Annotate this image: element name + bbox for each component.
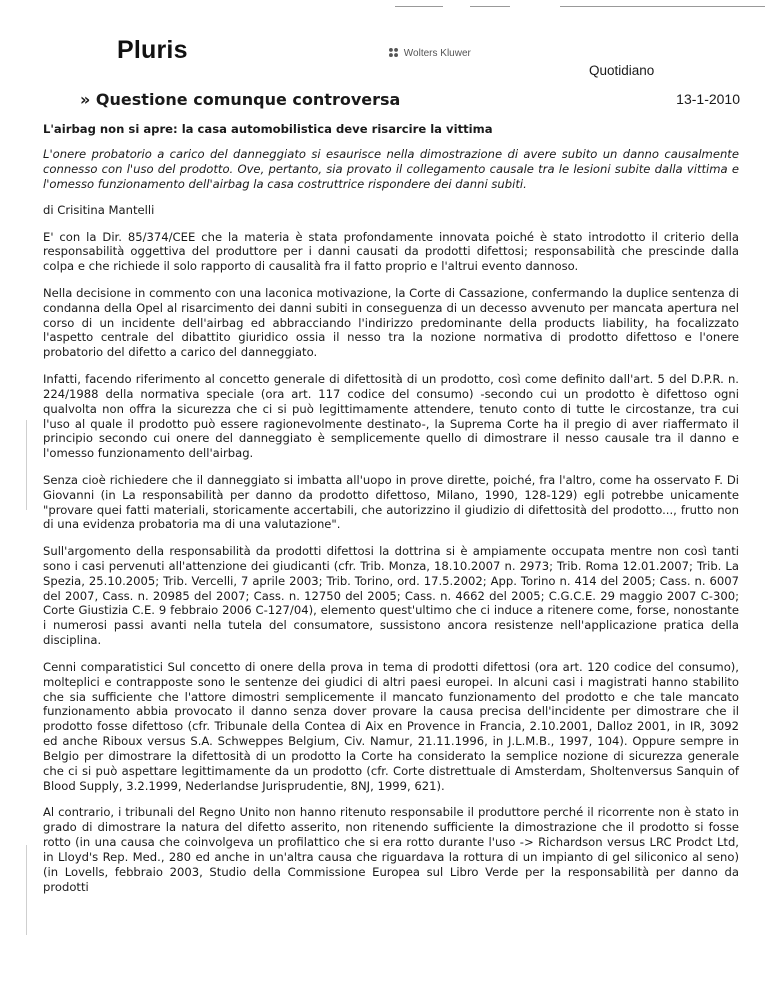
article-abstract: L'onere probatorio a carico del danneggiato si esaurisce nella dimostrazione di avere subito un danno causalmente connesso con l'uso del prodotto. Ove, pertanto, sia provato il collegamento causale tra le lesioni subite dalla vittima e l'omesso funzionamento dell'airbag la casa costruttrice rispondere dei danni subiti. <box>43 146 739 191</box>
article-author: di Crisitina Mantelli <box>43 203 155 218</box>
article-paragraph: E' con la Dir. 85/374/CEE che la materia è stata profondamente innovata poiché è stato introdotto il criterio della responsabilità oggettiva del produttore per i danni causati da prodotti difettosi; responsabilità che prescinde dalla colpa e che richiede il solo rapporto di causalità fra il fatto proprio e l'altrui evento dannoso. <box>43 229 739 274</box>
article-paragraph: Cenni comparatistici Sul concetto di onere della prova in tema di prodotti difettosi (ora art. 120 codice del consumo), molteplici e contrapposte sono le sentenze dei giudici di altri paesi europei. In alcuni casi i magistrati hanno stabilito che sia sufficiente che l'attore dimostri semplicemente il mancato funzionamento del prodotto e che tale mancato funzionamento abbia provocato il danno senza dover provare la causa precisa dell'incidente per dimostrare che il prodotto fosse difettoso (cfr. Tribunale della Contea di Aix en Provence in Francia, 2.10.2001, Dalloz 2001, in IR, 3092 ed anche Riboux versus S.A. Schweppes Belgium, Civ. Namur, 21.11.1996, in J.L.M.B., 1997, 104). Oppure sempre in Belgio per dimostrare la difettosità di un prodotto la Corte ha considerato la semplice nozione di sicurezza generale che ci si può aspettare legittimamente da un prodotto (cfr. Corte distrettuale di Amsterdam, Sholtenversus Sanquin of Blood Supply, 3.2.1999, Nederlandse Jurisprudentie, 8NJ, 1999, 621). <box>43 659 739 793</box>
wolters-kluwer-logo-icon <box>388 47 399 58</box>
article-body <box>43 122 739 906</box>
brand-logo: Pluris <box>117 36 188 64</box>
scan-top-line <box>560 6 765 7</box>
headline-row <box>80 90 740 112</box>
scan-margin-mark <box>26 845 27 935</box>
headline-title: Questione comunque controversa <box>95 90 401 109</box>
scan-top-line <box>395 6 443 7</box>
headline <box>80 90 400 109</box>
article-paragraph: Infatti, facendo riferimento al concetto generale di difettosità di un prodotto, così come definito dall'art. 5 del D.P.R. n. 224/1988 della normativa speciale (ora art. 117 codice del consumo) -secondo cui un prodotto è difettoso ogni qualvolta non offra la sicurezza che ci si può legittimamente attendere, tenuto conto di tutte le circostanze, tra cui l'uso al quale il prodotto può essere ragionevolmente destinato-, la Suprema Corte ha il pregio di aver riaffermato il principio secondo cui onere del danneggiato è semplicemente quello di dimostrare il nesso causale tra il danno e l'omesso funzionamento dell'airbag. <box>43 371 739 461</box>
publisher-name: Wolters Kluwer <box>403 48 471 59</box>
article-paragraph: Al contrario, i tribunali del Regno Unito non hanno ritenuto responsabile il produttore perché il ricorrente non è stato in grado di dimostrare la natura del difetto asserito, non ritenendo sufficiente la dimostrazione che il prodotto si fosse rotto (in una causa che coinvolgeva un profilattico che si era rotto durante l'uso -> Richardson versus LRC Prodct Ltd, in Lloyd's Rep. Med., 280 ed anche in un'altra causa che riguardava la rottura di un impianto di gel siliconico al seno) (in Lovells, febbraio 2003, Studio della Commissione Europea sul Libro Verde per la responsabilità per danno da prodotti <box>43 805 739 894</box>
article-paragraph: Senza cioè richiedere che il danneggiato si imbatta all'uopo in prove dirette, poiché, fra l'altro, come ha osservato F. Di Giovanni (in La responsabilità per danno da prodotto difettoso, Milano, 1990, 128-129) egli potrebbe unicamente "provare quei fatti materiali, storicamente accertabili, che autorizzino il giudizio di difettosità del prodotto..., frutto non di una evidenza probatoria ma di una valutazione". <box>43 472 739 532</box>
article-subtitle: L'airbag non si apre: la casa automobilistica deve risarcire la vittima <box>43 122 493 136</box>
scan-margin-mark <box>26 420 27 510</box>
section-label: Quotidiano <box>589 63 655 78</box>
article-paragraph: Nella decisione in commento con una laconica motivazione, la Corte di Cassazione, confermando la duplice sentenza di condanna della Opel al risarcimento dei danni subiti in conseguenza di un decesso avvenuto per mancata apertura nel corso di un incidente dell'airbag ed abbracciando l'indirizzo predominante della products liability, ha focalizzato l'aspetto centrale del dibattito giuridico ossia il nesso tra la nozione normativa di prodotto difettoso e l'onere probatorio del difetto a carico del danneggiato. <box>43 285 739 360</box>
article-paragraph: Sull'argomento della responsabilità da prodotti difettosi la dottrina si è ampiamente occupata mentre non così tanti sono i casi pervenuti all'attenzione dei giudicanti (cfr. Trib. Monza, 18.10.2007 n. 2973; Trib. Roma 12.01.2007; Trib. La Spezia, 25.10.2005; Trib. Vercelli, 7 aprile 2003; Trib. Torino, ord. 17.5.2002; App. Torino n. 414 del 2005; Cass. n. 6007 del 2007, Cass. n. 20985 del 2007; Cass. n. 12750 del 2005; Cass. n. 4662 del 2005; C.G.C.E. 29 maggio 2007 C-300; Corte Giustizia C.E. 9 febbraio 2006 C-127/04), elemento quest'ultimo che ci induce a ritenere come, forse, nonostante i numerosi passi avanti nella tutela del consumatore, sussistono ancora resistenze nell'applicazione pratica della disciplina. <box>43 543 739 648</box>
publication-date: 13-1-2010 <box>676 91 740 107</box>
publisher-logo <box>388 47 471 59</box>
scan-top-line <box>470 6 510 7</box>
headline-marker: » <box>80 90 91 109</box>
